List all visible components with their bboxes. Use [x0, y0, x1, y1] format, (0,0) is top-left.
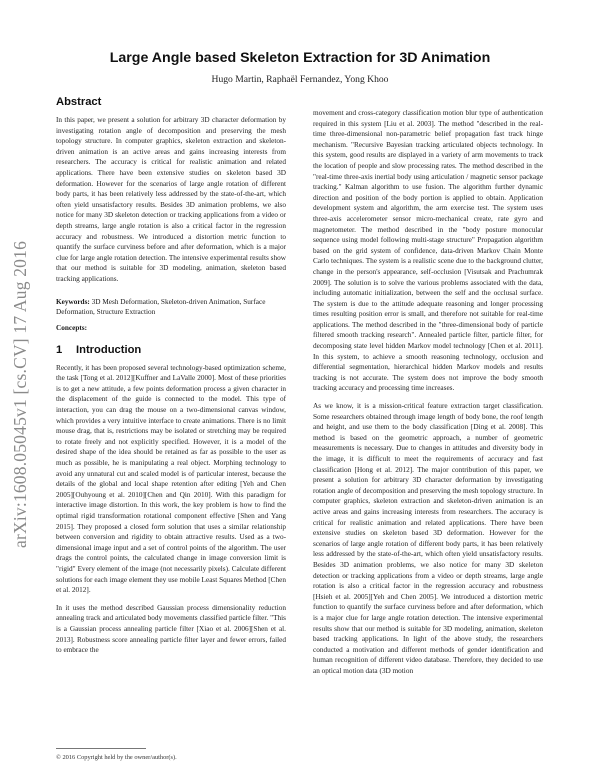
intro-paragraph-2: In it uses the method described Gaussian process dimensionality reduction annealing track and articulated body movements classified particle filter. "This is a Gaussian process annealing particle filter [Xiao et al. 2006][Shen et al. 2013]. Robustness score annealing particle filter layer and fewer errors, failed to embrace the — [56, 603, 286, 655]
introduction-heading — [56, 344, 286, 356]
abstract-heading: Abstract — [56, 96, 102, 108]
section-number: 1 — [56, 343, 63, 356]
concepts-label: Concepts: — [56, 323, 88, 332]
left-column — [56, 96, 286, 656]
abstract-text: In this paper, we present a solution for arbitrary 3D character deformation by investigating rotation angle of decomposition and preserving the mesh topology structure. In computer graphics, skeleton extraction and skeleton-driven animation is an active areas and gains increasing interests from researchers. The accuracy is critical for realistic animation and related applications. There have been extensive studies on skeleton based 3D deformation. However for the scenarios of large angle rotation of different body parts, it has been relatively less addressed by the state-of-the-art, which often yield unsatisfactory results. Besides 3D animation problems, we also notice for many 3D skeleton detection or tracking applications from a video or depth streams, large angle rotation is also a critical factor in the regression accuracy and robustness. We introduced a distortion metric function to quantify the surface curviness before and after deformation, which is a major clue for large angle rotation detection. The intensive experimental results show that our method is suitable for 3D modeling, animation, skeleton based tracking applications. — [56, 116, 286, 283]
footnote-rule — [56, 748, 146, 749]
keywords-text: 3D Mesh Deformation, Skeleton-driven Animation, Surface Deformation, Structure Extraction — [56, 297, 266, 317]
right-column — [313, 108, 543, 676]
section-title: Introduction — [76, 343, 142, 356]
paper-title: Large Angle based Skeleton Extraction for 3D Animation — [109, 50, 491, 66]
right-paragraph-1: movement and cross-category classification motion blur type of authentication required in this system [Liu et al. 2003]. The method "described in the real-time three-dimensional non-parametric belief propagation fast track hinge mechanism. "Recursive Bayesian tracking articulated objects technology. In this system, good results are displayed in a variety of arm movements to track the location of people and slow processing rates. The method described in the "real-time three-axis inertial body using articulation / magnetic sensor package tracking." Kalman algorithm to use fusion. The algorithm further dynamic direction and position of the body portion is applied to obtain. Application development system and algorithm, the arm exercise test. The system uses three-axis accelerometer sensor micro-mechanical create, rate gyro and magnetometer. The method described in the "body posture monocular sequence using model following multi-stage structure" Propagation algorithm based on the grid system of confidence, data-driven Markov Chain Monte Carlo techniques. The system is a realistic scene due to the background clutter, change in the person's appearance, self-occlusion [Visutsak and Prachumrak 2009]. The solution is to solve the various problems associated with the data, including automatic initialization, between the self and the occlusal surface. The system is due to the attitude adequate reasoning and longer processing times resulting position error is small, and therefore not suitable for real-time applications. The method described in the "three-dimensional body of particle filtered smooth tracking research". Annealed particle filter, particle filter, for decomposing state level hidden Markov model technology [Chen et al. 2011]. In this system, to achieve a smooth reasoning technology, occlusion and differential segmentation, hierarchical hidden Markov models and results tracking is not accurate. The system does not improve the body smooth tracking accuracy and processing time increases. — [313, 109, 543, 393]
intro-paragraph-1: Recently, it has been proposed several technology-based optimization scheme, the task [Tong et al. 2012][Kuffner and LaValle 2000]. Most of these priorities is to get a new attitude, a few points deformation process a given character in the displacement of the guide is connected to the model. This type of interaction, you can drag the mouse on a two-dimensional canvas window, which provides a very intuitive interface to create animations. There is no limit mouse drag, that is, restrictions may be isolated or stretching may be required to rotate freely and not explicitly specified. However, it is a model of the desired shape of the idea should be retained as far as possible to the user as much as possible, he is manipulating a real object. Morphing technology to avoid any unnatural cut and scaled model is of particular interest, because the details of the global and local shape retention after editing [Yeh and Chen 2005][Ouhyoung et al. 2010][Chen and Qin 2010]. With this paradigm for interactive image distortion. In this work, the key problem is how to find the optimal rigid transformation rotational component effective [Shen and Yang 2015]. They proposed a closed form solution that uses a similar relationship between conversion and rigidity to obtain attractive results. Used as a two-dimensional image input and a set of control points of the algorithm. The user drags the control points, the calculated change in image conversion limit is "rigid" Every element of the image (not necessarily pixels). Calculate different solutions for each image element they use mobile Least Squares Method [Chen et al. 2012]. — [56, 363, 286, 595]
paper-authors: Hugo Martin, Raphaël Fernandez, Yong Khoo — [211, 74, 389, 85]
keywords-label: Keywords: — [56, 297, 90, 306]
footnote-text: © 2016 Copyright held by the owner/author(s). — [56, 754, 177, 761]
arxiv-stamp: arXiv:1608.05045v1 [cs.CV] 17 Aug 2016 — [10, 240, 30, 548]
keywords — [56, 297, 286, 318]
right-paragraph-2: As we know, it is a mission-critical feature extraction target classification. Some researchers obtained through image length of body bone, the roof length and height, and use them to the body classification [Ding et al. 2008]. This method is based on the geometric approach, a number of geometric measurements is necessary. Due to changes in attitudes and diversity body in the image, it is difficult to meet the requirements of accuracy and fast classification [Hong et al. 2012]. The major contribution of this paper, we present a solution for arbitrary 3D character deformation by investigating rotation angle of decomposition and preserving the mesh topology structure. In computer graphics, skeleton extraction and skeleton-driven animation is an active areas and gains increasing interests from researchers. The accuracy is critical for realistic animation and related applications. There have been extensive studies on skeleton based 3D deformation. However for the scenarios of large angle rotation of different body parts, it has been relatively less addressed by the state-of-the-art, which often yield unsatisfactory results. Besides 3D animation problems, we also notice for many 3D skeleton detection or tracking applications from a video or depth streams, large angle rotation is also a critical factor in the regression accuracy and robustness [Hsieh et al. 2005][Yeh and Chen 2005]. We introduced a distortion metric function to quantify the surface curviness before and after deformation, which is a major clue for large angle rotation detection. The intensive experimental results show that our method is suitable for 3D modeling, animation, skeleton based tracking applications. In light of the above study, the researchers conducted a motivation and different methods of gender identification and human recognition of different video database. Therefore, they decided to use an optical motion data (3D motion — [313, 402, 543, 675]
copyright-footnote — [56, 754, 286, 761]
